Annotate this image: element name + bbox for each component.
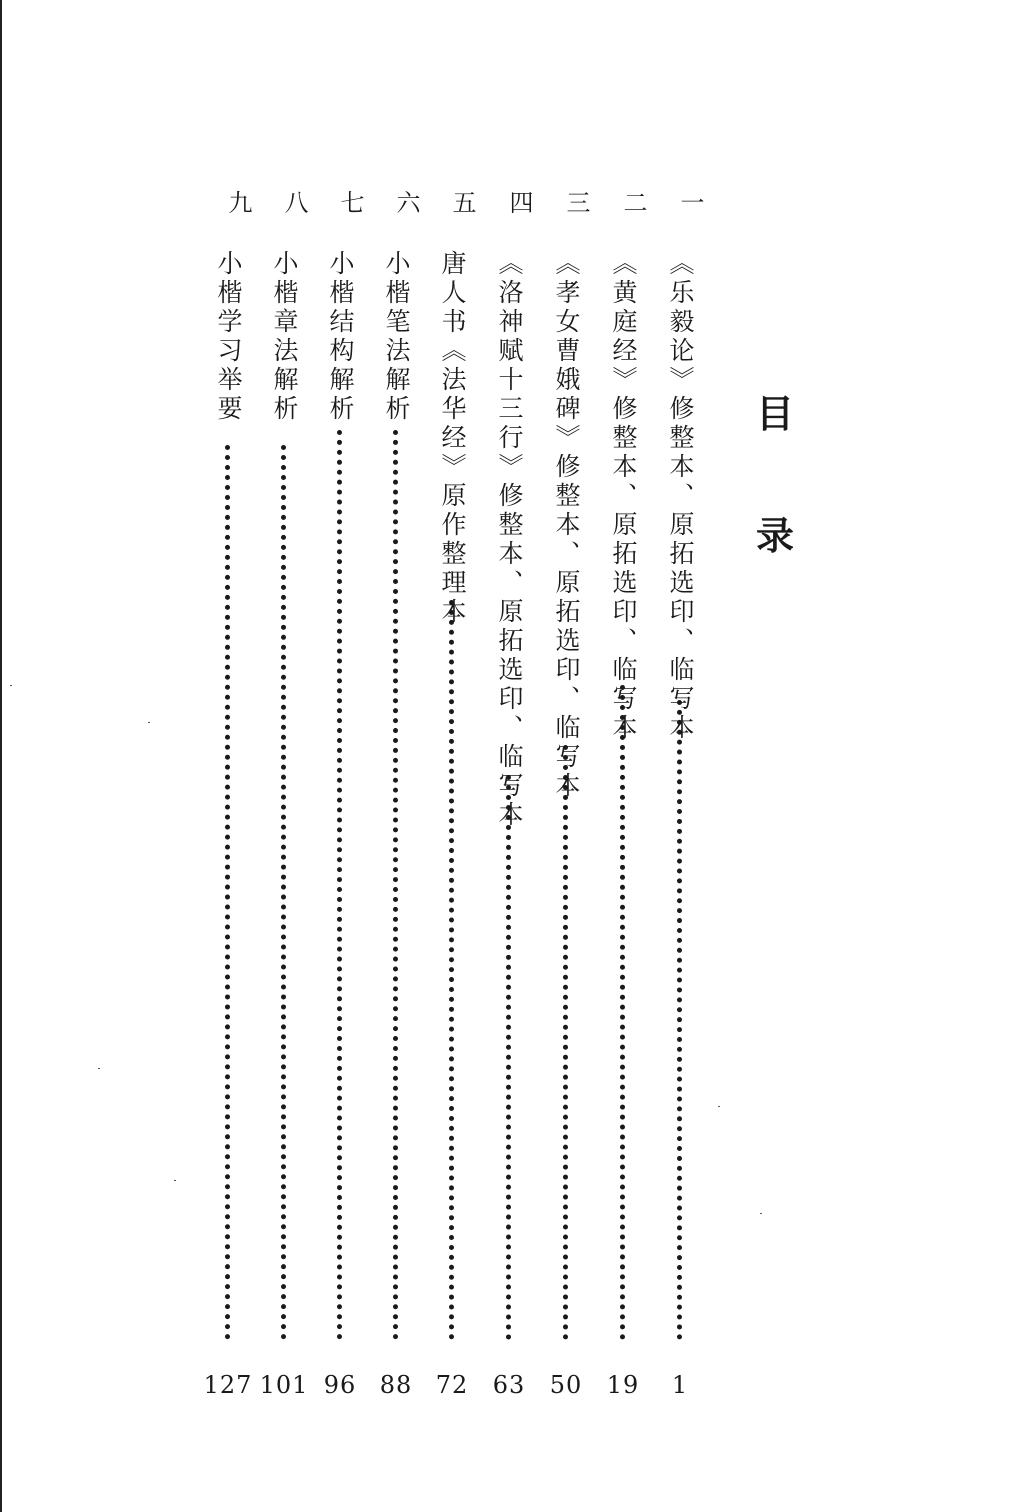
entry-number: 八 (280, 190, 308, 214)
entry-number: 九 (224, 190, 252, 214)
toc-entry-3[interactable] (544, 190, 588, 1400)
scan-speck (174, 1180, 176, 1181)
entry-title: 小楷章法解析 (270, 250, 299, 424)
entry-title: 《孝女曹娥碑》修整本、原拓选印、临写本 (552, 250, 581, 801)
entry-number: 六 (392, 190, 420, 214)
dot-leader (506, 775, 517, 1340)
dot-leader (393, 430, 404, 1340)
scan-speck (760, 1213, 762, 1214)
toc-entry-8[interactable] (259, 190, 309, 1400)
dot-leader (281, 445, 292, 1340)
dot-leader (449, 600, 460, 1340)
entry-page-number: 50 (549, 1371, 583, 1399)
scan-speck (98, 1068, 100, 1069)
entry-title: 小楷学习举要 (214, 250, 243, 424)
page-title (750, 392, 800, 558)
entry-title: 《黄庭经》修整本、原拓选印、临写本 (609, 250, 638, 743)
entry-page-number: 72 (435, 1371, 469, 1399)
toc-entry-9[interactable] (203, 190, 253, 1400)
entry-number: 七 (336, 190, 364, 214)
entry-number: 二 (619, 190, 647, 214)
toc-entry-1[interactable] (658, 190, 702, 1400)
toc-entry-7[interactable] (318, 190, 362, 1400)
toc-entry-2[interactable] (601, 190, 645, 1400)
scan-speck (10, 685, 12, 686)
dot-leader (337, 430, 348, 1340)
entry-page-number: 63 (492, 1371, 526, 1399)
entry-number: 五 (448, 190, 476, 214)
entry-number: 四 (505, 190, 533, 214)
dot-leader (620, 685, 631, 1340)
entry-title: 小楷结构解析 (326, 250, 355, 424)
page-title-char-2: 录 (755, 514, 794, 558)
toc-entry-4[interactable] (487, 190, 531, 1400)
toc-entry-5[interactable] (430, 190, 474, 1400)
entry-page-number: 101 (259, 1371, 309, 1399)
entry-title: 唐人书《法华经》原作整理本 (438, 250, 467, 627)
scan-speck (718, 1106, 720, 1107)
scan-speck (148, 722, 150, 723)
entry-page-number: 19 (606, 1371, 640, 1399)
entry-page-number: 1 (671, 1371, 689, 1399)
entry-number: 一 (676, 190, 704, 214)
entry-page-number: 96 (323, 1371, 357, 1399)
entry-title: 《洛神赋十三行》修整本、原拓选印、临写本 (495, 250, 524, 830)
dot-leader (563, 745, 574, 1340)
entry-page-number: 88 (379, 1371, 413, 1399)
entry-title: 小楷笔法解析 (382, 250, 411, 424)
dot-leader (677, 700, 688, 1340)
entry-number: 三 (562, 190, 590, 214)
page-edge-line (0, 0, 2, 1512)
entry-title: 《乐毅论》修整本、原拓选印、临写本 (666, 250, 695, 743)
toc-entry-6[interactable] (374, 190, 418, 1400)
entry-page-number: 127 (203, 1371, 253, 1399)
page-title-char-1: 目 (755, 392, 794, 436)
dot-leader (225, 445, 236, 1340)
